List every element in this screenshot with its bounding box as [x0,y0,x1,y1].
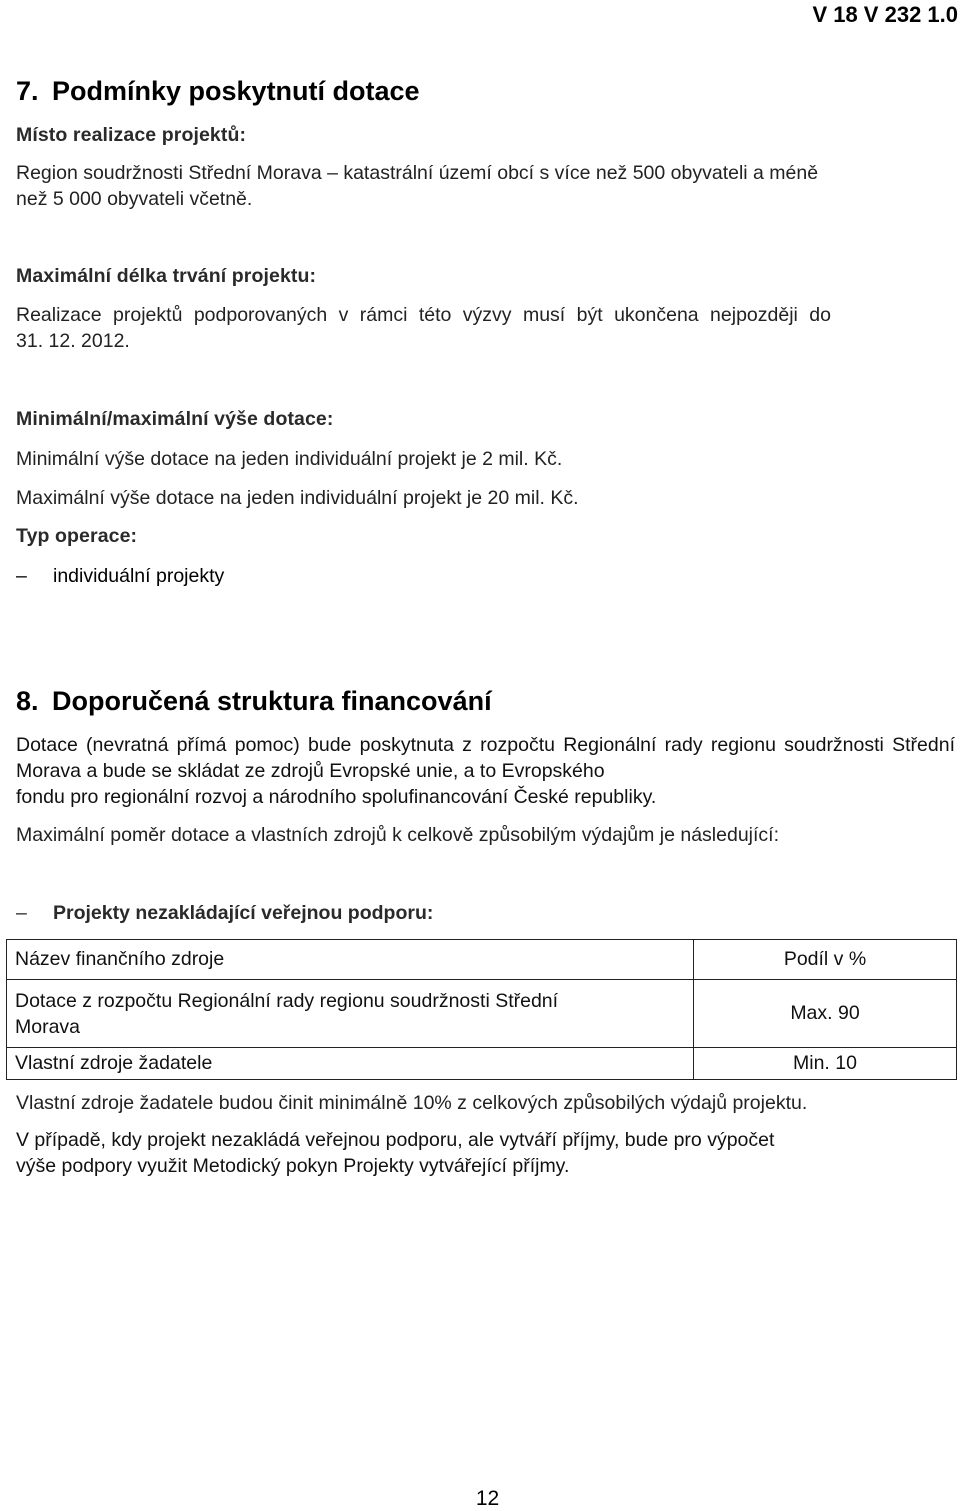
subheading-text: Projekty nezakládající veřejnou podporu: [53,902,434,924]
share-cell: Min. 10 [694,1048,957,1080]
section-8-title: Doporučená struktura financování [52,686,492,716]
document-code: V 18 V 232 1.0 [812,2,958,27]
section-7-number: 7. [16,76,39,106]
financing-paragraph-main: Dotace (nevratná přímá pomoc) bude poskytnuta z rozpočtu Regionální rady regionu soudržnosti Střední Morava a bude se skládat ze zdrojů Evropské unie, a to Evropského [16,734,955,782]
ratio-intro-text: Maximální poměr dotace a vlastních zdrojů k celkově způsobilým výdajům je následující: [16,824,780,846]
page-number: 12 [475,1487,500,1510]
table-header-row [7,940,957,980]
amount-min-text: Minimální výše dotace na jeden individuální projekt je 2 mil. Kč. [16,448,563,470]
amount-label: Minimální/maximální výše dotace: [16,408,334,430]
table-row [7,980,957,1048]
operation-type-value: individuální projekty [53,565,225,587]
duration-label: Maximální délka trvání projektu: [16,265,317,287]
place-label: Místo realizace projektů: [16,124,247,146]
financing-paragraph [16,732,955,810]
duration-text-line2: 31. 12. 2012. [16,330,130,352]
share-cell: Max. 90 [694,980,957,1048]
source-cell: Vlastní zdroje žadatele [7,1048,694,1080]
dash-bullet: – [16,902,27,924]
section-8-heading [16,686,492,717]
source-line: Dotace z rozpočtu Regionální rady regionu soudržnosti Střední [15,989,559,1012]
section-8-number: 8. [16,686,39,716]
revenue-note-paragraph [16,1127,955,1179]
revenue-note-end: výše podpory využit Metodický pokyn Projekty vytvářející příjmy. [16,1155,570,1177]
section-7-title: Podmínky poskytnutí dotace [52,76,420,106]
source-cell [7,980,694,1048]
section-7-heading [16,76,420,107]
financing-paragraph-end: fondu pro regionální rozvoj a národního spolufinancování České republiky. [16,786,657,808]
own-sources-note: Vlastní zdroje žadatele budou činit minimálně 10% z celkových způsobilých výdajů projektu. [16,1092,808,1114]
header-share-cell: Podíl v % [694,940,957,980]
operation-type-item [16,565,224,588]
place-text-line2: než 5 000 obyvateli včetně. [16,188,253,210]
header-source-cell: Název finančního zdroje [7,940,694,980]
table-row [7,1048,957,1080]
dash-bullet: – [16,565,27,587]
duration-text-line1: Realizace projektů podporovaných v rámci této výzvy musí být ukončena nejpozději do [16,304,831,326]
operation-type-label: Typ operace: [16,525,138,547]
place-text-line1: Region soudržnosti Střední Morava – katastrální území obcí s více než 500 obyvateli a méně [16,162,819,184]
revenue-note-main: V případě, kdy projekt nezakládá veřejnou podporu, ale vytváří příjmy, bude pro výpočet [16,1129,775,1151]
financing-table [6,939,957,1080]
amount-max-text: Maximální výše dotace na jeden individuální projekt je 20 mil. Kč. [16,487,579,509]
source-line: Morava [15,1015,81,1038]
subheading-no-state-aid [16,902,433,925]
